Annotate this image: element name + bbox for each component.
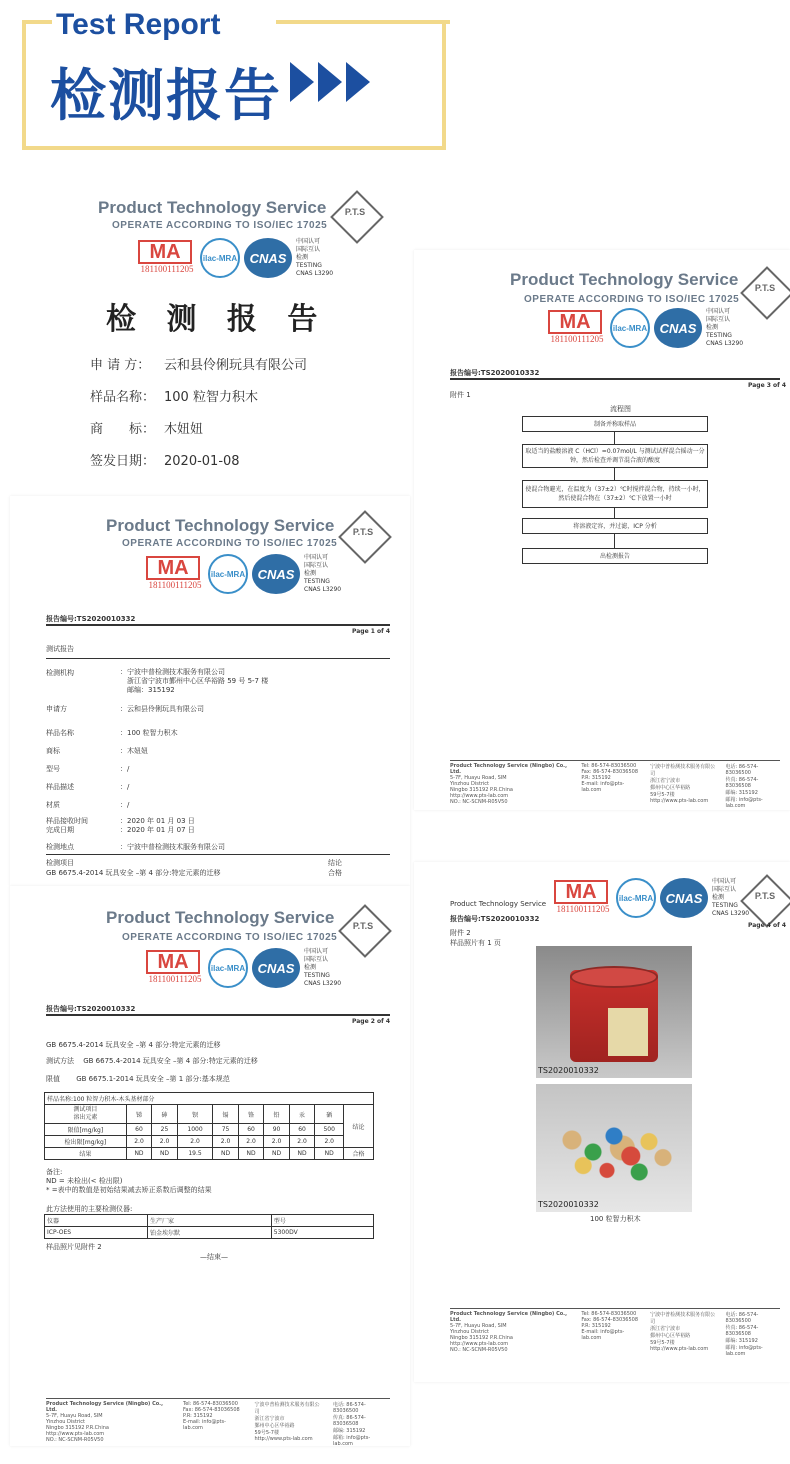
ilac-logo: ilac-MRA: [200, 238, 240, 278]
th-hg: 汞: [289, 1105, 315, 1124]
accreditation-logos: [138, 238, 336, 278]
flow-step-4: 将溶液定容，并过滤，ICP 分析: [522, 518, 708, 534]
bucket-label: [608, 1008, 648, 1056]
end-mark: —结束—: [200, 1253, 228, 1261]
brand-name: Product Technology Service: [450, 900, 547, 908]
pts-logo-icon: P.T.S: [338, 904, 392, 958]
cma-logo: MA 181100111205: [146, 950, 204, 986]
cnas-caption: 中国认可 国际互认 检测 TESTING CNAS L3290: [304, 554, 342, 593]
page-footer: Product Technology Service (Ningbo) Co., Ltd. 5-7F, Huayu Road, SIM Yinzhou District Ningbo 315192 P.R.China http://www.pts-lab.com NO.: NC-SCNM-R05V50 Tel: 86-574-83036500 Fax: 86-574-83036508 P.R: 315192 E-mail: info@pts-lab.com 宁波中普检测技术服务有限公司 浙江省宁波市 鄞州中心区华裕路 59号5-7楼 http://www.pts-lab.com 电话: 86-574-83036500 传真: 86-574-83036508 邮编: 315192 邮箱: info@pts-lab.com: [46, 1398, 390, 1447]
brand-title: Product Technology Service: [106, 516, 335, 535]
report-number: 报告编号:TS2020010332: [46, 1005, 136, 1013]
accreditation-logos: [146, 948, 344, 988]
cma-logo: MA 181100111205: [146, 556, 204, 592]
pts-logo-icon: P.T.S: [330, 190, 384, 244]
flow-step-2: 取适当的盐酸溶液 C（HCl）=0.07mol/L 与测试试样混合摇动一分钟，然后检查并调节混合液的酸度: [522, 444, 708, 468]
cnas-logo: CNAS: [252, 554, 300, 594]
desc-label: 样品描述: [46, 783, 74, 791]
cnas-caption: 中国认可 国际互认 检测 TESTING CNAS L3290: [706, 308, 744, 347]
model-value: ：/: [120, 765, 130, 773]
sample-photo-bucket: [536, 946, 692, 1078]
limit-row: 限值 GB 6675.1-2014 玩具安全 –第 1 部分:基本规范: [46, 1075, 230, 1083]
cma-logo: MA 181100111205: [138, 240, 196, 276]
brand-value: ：木妞妞: [120, 747, 148, 755]
header-english-title: Test Report: [56, 8, 221, 41]
table-row: 限值[mg/kg] 60 25 1000 75 60 90 60 500: [45, 1124, 374, 1136]
photo-note: 样品照片见附件 2: [46, 1243, 102, 1251]
location-value: ：宁波中普检测技术服务有限公司: [120, 843, 225, 851]
cover-title: 检 测 报 告: [106, 302, 328, 337]
report-page-1: [10, 496, 410, 886]
material-label: 材质: [46, 801, 60, 809]
brand-title: Product Technology Service: [98, 198, 327, 217]
pts-logo-icon: P.T.S: [338, 510, 392, 564]
ilac-logo: ilac-MRA: [208, 554, 248, 594]
ilac-logo: ilac-MRA: [616, 878, 656, 918]
cnas-logo: CNAS: [660, 878, 708, 918]
brand-label: 商标: [46, 747, 60, 755]
brand-subtitle: OPERATE ACCORDING TO ISO/IEC 17025: [122, 932, 338, 943]
received-label: 样品接收时间: [46, 817, 88, 825]
desc-value: ：/: [120, 783, 130, 791]
table-title: 样品名称:100 粒智力积木-木头基材部分: [45, 1093, 374, 1105]
applicant-label: 申请方: [46, 705, 67, 713]
cover-field-1: 样品名称： 100 粒智力积木: [90, 390, 258, 405]
cma-logo: MA 181100111205: [548, 310, 606, 346]
th-ba: 钡: [177, 1105, 213, 1124]
flow-step-5: 出检测报告: [522, 548, 708, 564]
report-page-3: [414, 250, 790, 810]
brand-subtitle: OPERATE ACCORDING TO ISO/IEC 17025: [122, 538, 338, 549]
brand-title: Product Technology Service: [510, 270, 739, 289]
lab-label: 检测机构: [46, 669, 74, 677]
brand-title: Product Technology Service: [106, 908, 335, 927]
triple-arrow-icon: [290, 62, 370, 102]
sample-label: 样品名称: [46, 729, 74, 737]
cnas-logo: CNAS: [654, 308, 702, 348]
cnas-caption: 中国认可 国际互认 检测 TESTING CNAS L3290: [296, 238, 334, 277]
page-number: Page 1 of 4: [352, 628, 390, 635]
cnas-logo: CNAS: [252, 948, 300, 988]
test-item-value: GB 6675.4-2014 玩具安全 –第 4 部分:特定元素的迁移: [46, 869, 221, 877]
brand-subtitle: OPERATE ACCORDING TO ISO/IEC 17025: [112, 220, 328, 231]
model-label: 型号: [46, 765, 60, 773]
annex-label: 附件 2: [450, 929, 471, 937]
th-pb: 铅: [264, 1105, 290, 1124]
results-table: [44, 1092, 374, 1160]
table-row: 检出限[mg/kg] 2.0 2.0 2.0 2.0 2.0 2.0 2.0 2.0: [45, 1136, 374, 1148]
method-row: 测试方法 GB 6675.4-2014 玩具安全 –第 4 部分:特定元素的迁移: [46, 1057, 258, 1065]
accreditation-logos: [146, 554, 344, 594]
completed-label: 完成日期: [46, 826, 74, 834]
location-label: 检测地点: [46, 843, 74, 851]
received-value: ：2020 年 01 月 03 日: [120, 817, 195, 825]
page-footer: Product Technology Service (Ningbo) Co., Ltd. 5-7F, Huayu Road, SIM Yinzhou District Ningbo 315192 P.R.China http://www.pts-lab.com NO.: NC-SCNM-R05V50 Tel: 86-574-83036500 Fax: 86-574-83036508 P.R: 315192 E-mail: info@pts-lab.com 宁波中普检测技术服务有限公司 浙江省宁波市 鄞州中心区华裕路 59号5-7楼 http://www.pts-lab.com 电话: 86-574-83036500 传真: 86-574-83036508 邮编: 315192 邮箱: info@pts-lab.com: [450, 760, 780, 809]
cover-field-2: 商 标： 木妞妞: [90, 422, 204, 437]
photo-caption: 100 粒智力积木: [590, 1215, 641, 1223]
conclusion-value: 合格: [328, 869, 342, 877]
cnas-caption: 中国认可 国际互认 检测 TESTING CNAS L3290: [712, 878, 750, 917]
brand-subtitle: OPERATE ACCORDING TO ISO/IEC 17025: [524, 294, 740, 305]
instrument-table: 仪器 生产厂家 型号 ICP-OES 铂金埃尔默 5300DV: [44, 1214, 374, 1239]
accreditation-logos: [548, 308, 746, 348]
cma-logo: MA 181100111205: [554, 880, 612, 916]
th-item: 测试项目 溶出元素: [45, 1105, 127, 1124]
th-as: 砷: [152, 1105, 178, 1124]
cnas-caption: 中国认可 国际互认 检测 TESTING CNAS L3290: [304, 948, 342, 987]
annex-label: 附件 1: [450, 391, 471, 399]
page-number: Page 3 of 4: [748, 382, 786, 389]
applicant-value: ：云和县伶俐玩具有限公司: [120, 705, 204, 713]
ilac-logo: ilac-MRA: [208, 948, 248, 988]
pts-logo-icon: P.T.S: [740, 266, 790, 320]
page-footer: Product Technology Service (Ningbo) Co., Ltd. 5-7F, Huayu Road, SIM Yinzhou District Ningbo 315192 P.R.China http://www.pts-lab.com NO.: NC-SCNM-R05V50 Tel: 86-574-83036500 Fax: 86-574-83036508 P.R: 315192 E-mail: info@pts-lab.com 宁波中普检测技术服务有限公司 浙江省宁波市 鄞州中心区华裕路 59号5-7楼 http://www.pts-lab.com 电话: 86-574-83036500 传真: 86-574-83036508 邮编: 315192 邮箱: info@pts-lab.com: [450, 1308, 780, 1357]
cover-field-0: 申 请 方： 云和县伶俐玩具有限公司: [90, 358, 308, 373]
flow-arrow: [614, 534, 615, 548]
report-number: 报告编号:TS2020010332: [450, 915, 540, 923]
flow-arrow: [614, 468, 615, 480]
test-item-label: 检测项目: [46, 859, 74, 867]
flowchart-title: 流程图: [610, 405, 631, 413]
report-number: 报告编号:TS2020010332: [46, 615, 136, 623]
photo-id: TS2020010332: [538, 1200, 599, 1209]
ilac-logo: ilac-MRA: [610, 308, 650, 348]
cnas-logo: CNAS: [244, 238, 292, 278]
photo-count: 样品照片有 1 页: [450, 939, 501, 947]
sample-photo-blocks: [536, 1084, 692, 1212]
th-sb: 锑: [126, 1105, 152, 1124]
th-cd: 镉: [213, 1105, 239, 1124]
th-conclusion: 结论: [344, 1105, 374, 1148]
flow-step-3: 使混合物避光，在温度为（37±2）℃时搅拌混合物，持续一小时，然后使混合物在（37±2）℃下放置一小时: [522, 480, 708, 508]
flow-arrow: [614, 432, 615, 444]
page-number: Page 4 of 4: [748, 922, 786, 929]
flow-step-1: 制备并称取样品: [522, 416, 708, 432]
blocks-image: [544, 1108, 684, 1188]
material-value: ：/: [120, 801, 130, 809]
photo-id: TS2020010332: [538, 1066, 599, 1075]
flow-arrow: [614, 508, 615, 518]
frame-edge: [276, 20, 450, 24]
cover-field-3: 签发日期： 2020-01-08: [90, 454, 240, 469]
completed-value: ：2020 年 01 月 07 日: [120, 826, 195, 834]
th-se: 硒: [315, 1105, 344, 1124]
frame-edge: [22, 20, 52, 24]
report-heading: 测试报告: [46, 645, 74, 653]
notes: 备注: ND = 未检出(< 检出限) * =表中的数值是初始结果减去矫正系数后调整的结果: [46, 1168, 212, 1194]
report-page-4: [414, 862, 790, 1382]
instrument-title: 此方法使用的主要检测仪器:: [46, 1205, 133, 1213]
report-number: 报告编号:TS2020010332: [450, 369, 540, 377]
header-chinese-title: 检测报告: [50, 64, 282, 129]
conclusion-label: 结论: [328, 859, 342, 867]
lab-value: ：宁波中普检测技术服务有限公司 浙江省宁波市鄞州中心区华裕路 59 号 5-7 楼 邮编：315192: [120, 668, 269, 694]
page-number: Page 2 of 4: [352, 1018, 390, 1025]
accreditation-logos: [554, 878, 752, 918]
pts-logo-icon: P.T.S: [740, 874, 790, 928]
sample-value: ：100 粒智力积木: [120, 729, 178, 737]
standard-title: GB 6675.4-2014 玩具安全 –第 4 部分:特定元素的迁移: [46, 1041, 221, 1049]
report-page-2: [10, 886, 410, 1446]
bucket-lid: [570, 966, 658, 988]
th-cr: 铬: [238, 1105, 264, 1124]
cover-page: [0, 176, 408, 496]
table-row: 结果 ND ND 19.5 ND ND ND ND ND 合格: [45, 1148, 374, 1160]
